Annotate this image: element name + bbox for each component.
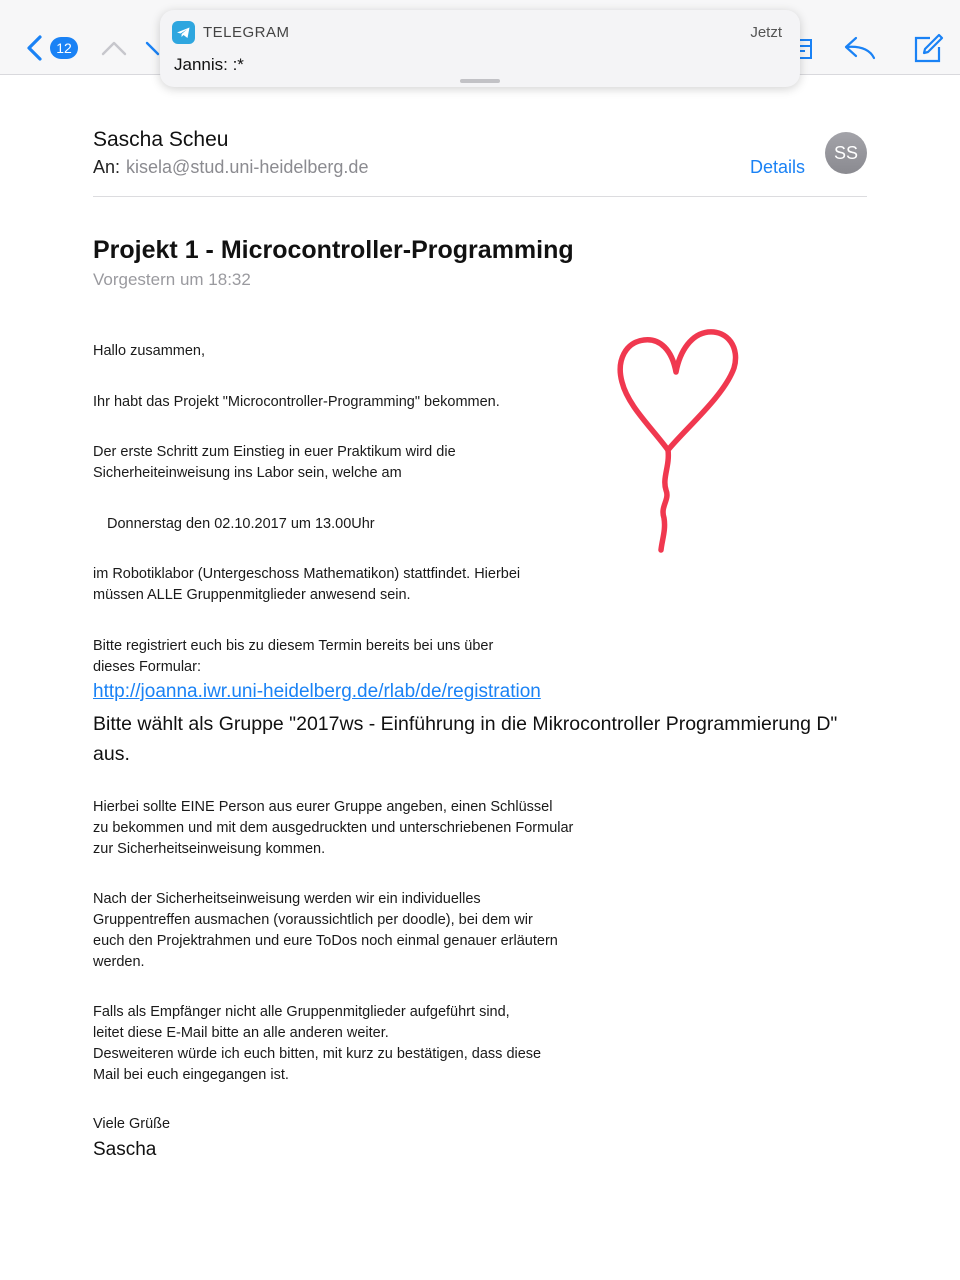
compose-icon[interactable]	[912, 32, 944, 64]
signature: Sascha	[93, 1139, 157, 1160]
notification-app-name: TELEGRAM	[203, 24, 290, 41]
body-paragraph-3: im Robotiklabor (Untergeschoss Mathematikon) stattfindet. Hierbei müssen ALLE Gruppenmitglieder anwesend sein.	[93, 566, 521, 603]
telegram-notification-banner[interactable]	[160, 10, 800, 87]
email-subject: Projekt 1 - Microcontroller-Programming	[93, 236, 574, 264]
header-divider	[93, 196, 867, 197]
heart-doodle-icon	[600, 320, 760, 560]
closing-line: Viele Grüße	[93, 1116, 171, 1132]
group-instruction: Bitte wählt als Gruppe "2017ws - Einführung in die Mikrocontroller Programmierung D" aus.	[93, 713, 838, 765]
appointment-line: Donnerstag den 02.10.2017 um 13.00Uhr	[107, 516, 375, 532]
registration-link[interactable]: http://joanna.iwr.uni-heidelberg.de/rlab/de/registration	[93, 681, 541, 702]
to-label: An:	[93, 157, 121, 177]
body-paragraph-2: Der erste Schritt zum Einstieg in euer Praktikum wird die Sicherheiteinweisung ins Labor sein, welche am	[93, 444, 456, 481]
body-paragraph-5: Hierbei sollte EINE Person aus eurer Gruppe angeben, einen Schlüssel zu bekommen und mit dem ausgedruckten und unterschriebenen Formular zur Sicherheitseinweisung kommen.	[93, 799, 574, 857]
body-greeting: Hallo zusammen,	[93, 343, 206, 359]
body-paragraph-4: Bitte registriert euch bis zu diesem Termin bereits bei uns über dieses Formular:	[93, 638, 494, 675]
details-link[interactable]: Details	[750, 157, 806, 177]
body-paragraph-1: Ihr habt das Projekt "Microcontroller-Programming" bekommen.	[93, 394, 500, 410]
notification-grab-handle[interactable]	[460, 79, 500, 83]
reply-icon[interactable]	[843, 34, 877, 62]
avatar[interactable]: SS	[825, 132, 867, 174]
notification-message: Jannis: :*	[174, 55, 244, 74]
up-chevron-icon[interactable]	[100, 38, 128, 58]
sender-name: Sascha Scheu	[93, 128, 229, 151]
body-paragraph-7: Falls als Empfänger nicht alle Gruppenmitglieder aufgeführt sind, leitet diese E-Mail bitte an alle anderen weiter. Desweiteren würde ich euch bitten, mit kurz zu bestätigen, dass diese Mail bei euch eingegangen ist.	[93, 1004, 542, 1083]
notification-time: Jetzt	[750, 24, 782, 41]
telegram-icon	[172, 21, 195, 44]
unread-count-badge[interactable]: 12	[50, 37, 78, 59]
recipient-address[interactable]: kisela@stud.uni-heidelberg.de	[126, 157, 369, 177]
email-date: Vorgestern um 18:32	[93, 270, 251, 289]
body-paragraph-6: Nach der Sicherheitseinweisung werden wir ein individuelles Gruppentreffen ausmachen (voraussichtlich per doodle), bei dem wir euch den Projektrahmen und eure ToDos noch einmal genauer erläutern werden.	[93, 891, 558, 970]
back-chevron-icon[interactable]	[24, 34, 46, 62]
recipient-line	[93, 157, 368, 178]
